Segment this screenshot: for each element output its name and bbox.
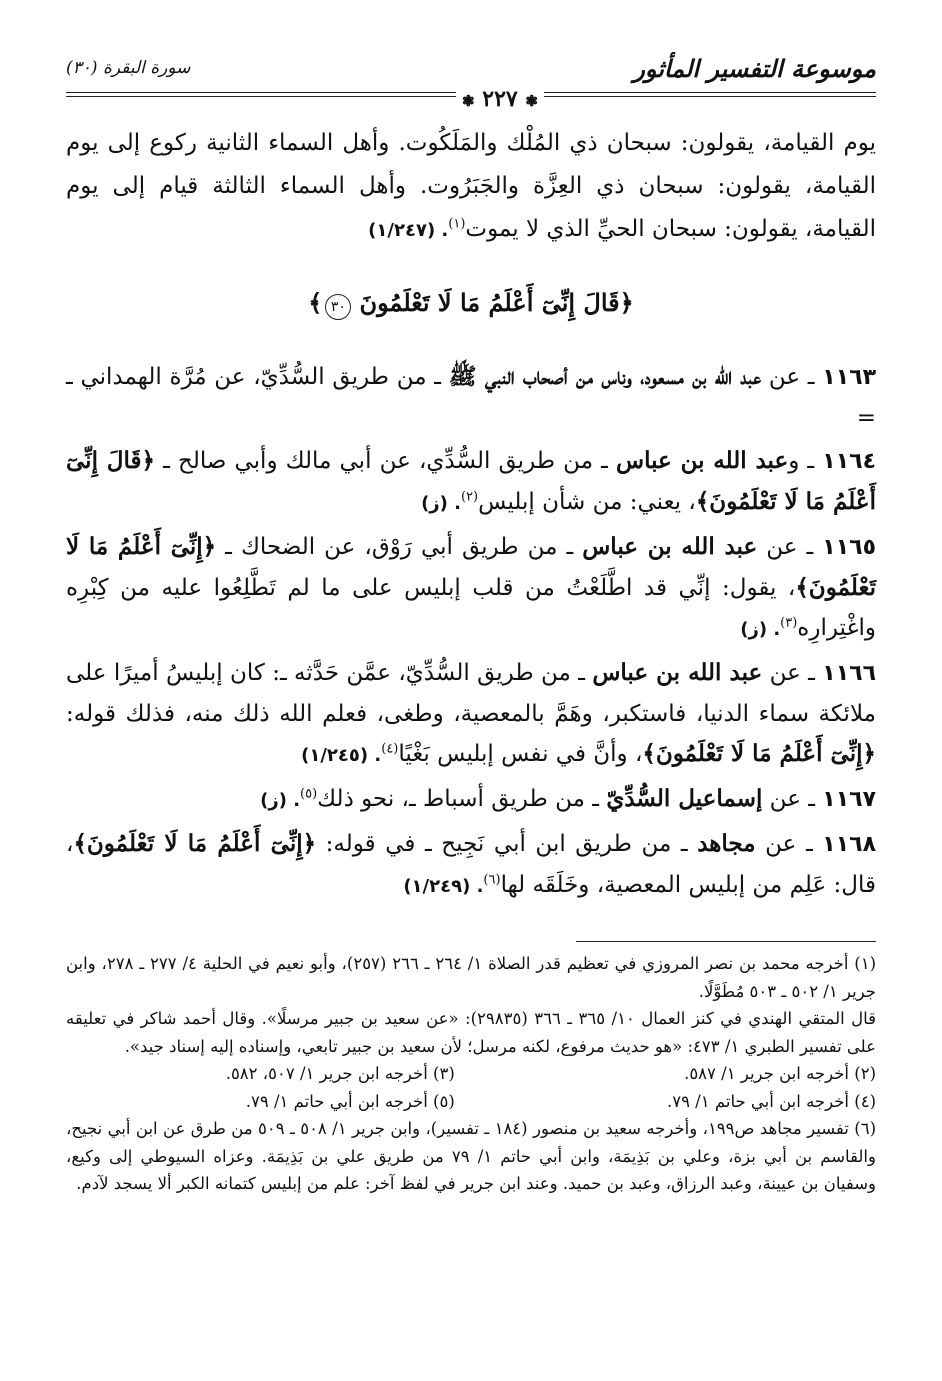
footnote-marker: (٥) [300,786,318,802]
page-number-block [456,86,544,112]
surah-reference: سورة البقرة (٣٠) [66,58,191,78]
narrator-name: عبد الله بن عباس [616,447,789,474]
volume-reference: . (١/٢٤٥) [301,745,382,766]
narration-prefix: ـ عن [757,534,823,560]
narration-item [66,653,876,776]
narration-text: ـ من طريق السُّدِّيّ، عمَّن حَدَّثه ـ: كان إبليسُ أميرًا على ملائكة سماء الدنيا، فاستكبر، وهَمَّ بالمعصية، وطغى، فعلم الله ذلك منه، فذلك قوله: [66,660,876,727]
running-header [66,52,876,112]
footnote-row [66,1088,876,1116]
narration-number: ١١٦٨ [822,832,876,857]
narration-prefix: ـ عن [755,831,823,857]
narration-text-cont: ، يقول: إنِّي قد اطَّلَعْتُ من قلب إبليس على ما لم تَطَّلِعُوا عليه من كِبْرِه واغْتِرارِه [66,575,876,641]
narrator-name: عبد الله بن عباس [582,533,758,560]
narrator-name: عبد الله بن عباس [592,659,763,686]
narration-number: ١١٦٣ [822,365,876,390]
ornament-left-icon: ❃ [462,92,475,110]
volume-reference: . (١/٢٤٩) [403,876,484,897]
quran-quote: ﴿إِنِّىٓ أَعْلَمُ مَا لَا تَعْلَمُونَ﴾ [73,830,317,857]
narration-number: ١١٦٦ [822,661,877,686]
narrator-name: عبد الله بن مسعود، وناس من أصحاب النبي ﷺ [448,363,762,390]
narrator-name: إسماعيل السُّدِّيّ [606,785,763,812]
narration-prefix: ـ و [788,448,823,474]
book-title: موسوعة التفسير المأثور [633,54,876,83]
intro-paragraph [66,122,876,252]
narration-number: ١١٦٥ [822,535,876,560]
verse-heading [66,288,876,320]
narration-number: ١١٦٧ [822,787,876,812]
narration-text: ـ من طريق ابن أبي نَجِيح ـ في قوله: [316,831,698,857]
verse-close-brace: ﴾ [308,288,323,317]
narration-item [66,779,876,821]
narration-text: ـ من طريق السُّدِّيّ، عن مُرَّة الهمداني ـ = [66,364,876,431]
intro-text: يوم القيامة، يقولون: سبحان ذي المُلْك والمَلَكُوت. وأهل السماء الثانية ركوع إلى يوم القيامة، يقولون: سبحان ذي العِزَّة والجَبَرُوت. وأهل السماء الثالثة قيام إلى يوم القيامة، يقولون: سبحان الحيِّ الذي لا يموت [66,130,876,242]
quran-quote: ﴿قَالَ إِنِّىٓ أَعْلَمُ مَا لَا تَعْلَمُونَ﴾ [66,447,876,515]
narration-text-cont: ، قال: عَلِم من إبليس المعصية، وخَلَقَه لها [66,831,876,898]
footnote-marker: (٤) [381,741,399,757]
ornament-right-icon: ❃ [525,92,538,110]
quran-quote: ﴿إِنِّىٓ أَعْلَمُ مَا لَا تَعْلَمُونَ﴾ [642,740,876,767]
narration-text: ـ من طريق السُّدِّي، عن أبي مالك وأبي صالح ـ [154,448,616,474]
narration-prefix: ـ عن [761,364,823,390]
narration-prefix: ـ عن [762,660,823,686]
page-number: ٢٢٧ [482,86,518,112]
footnote-1: (١) أخرجه محمد بن نصر المروزي في تعظيم قدر الصلاة ١/ ٢٦٤ ـ ٢٦٦ (٢٥٧)، وأبو نعيم في الحلية ٤/ ٢٧٧ ـ ٢٧٨، وابن جرير ١/ ٥٠٢ ـ ٥٠٣ مُطَوَّلًا. [66,954,877,1001]
narration-text: ـ من طريق أسباط ـ، نحو ذلك [317,786,607,812]
footnote-separator [576,941,876,942]
narration-text-cont: ، يعني: من شأن إبليس [478,489,696,515]
narration-text-cont: ، وأنَّ في نفس إبليس بَغْيًا [398,741,643,767]
footnote-marker: (٢) [460,489,479,505]
footnote-marker: (٦) [483,872,501,888]
narration-prefix: ـ عن [762,786,823,812]
narrator-name: مجاهد [697,830,756,857]
narration-item [66,824,876,907]
narration-item [66,441,876,524]
footnote-4: (٤) أخرجه ابن أبي حاتم ١/ ٧٩. [666,1091,876,1111]
ayah-number: ٣٠ [325,294,351,320]
volume-reference: . (ز) [421,493,461,514]
footnote-3: (٣) أخرجه ابن جرير ١/ ٥٠٧، ٥٨٢. [225,1064,455,1083]
narration-item [66,357,876,438]
volume-reference: . (١/٢٤٧) [368,220,449,241]
footnote-marker: (١) [448,216,466,232]
narrations-list [66,357,876,910]
volume-reference: . (ز) [260,790,301,811]
footnotes-section [66,950,876,1198]
footnote-marker: (٣) [780,615,798,631]
volume-reference: . (ز) [740,619,781,640]
narration-item [66,527,876,650]
quran-quote: ﴿إِنِّىٓ أَعْلَمُ مَا لَا تَعْلَمُونَ﴾ [66,533,876,601]
footnote-5: (٥) أخرجه ابن أبي حاتم ١/ ٧٩. [245,1091,455,1111]
footnote-row [66,1060,876,1088]
footnote-2: (٢) أخرجه ابن جرير ١/ ٥٨٧. [684,1064,876,1083]
verse-open-brace: ﴿ [619,288,634,317]
footnote-6: (٦) تفسير مجاهد ص١٩٩، وأخرجه سعيد بن منصور (١٨٤ ـ تفسير)، وابن جرير ١/ ٥٠٨ ـ ٥٠٩ من طرق عن ابن أبي نجيح، والقاسم بن أبي بزة، وعلي بن بَذِيمَة، وابن أبي حاتم ١/ ٧٩ من طريق علي بن بَذِيمَة. وعزاه السيوطي إلى وكيع، وسفيان بن عيينة، وعبد الرزاق، وعبد بن حميد. وعند ابن جرير في لفظ آخر: علم من إبليس كتمانه الكبر ألا يسجد لآدم. [66,1119,876,1193]
narration-text: ـ من طريق أبي رَوْق، عن الضحاك ـ [216,534,583,560]
footnote-1-commentary: قال المتقي الهندي في كنز العمال ١٠/ ٣٦٥ ـ ٣٦٦ (٢٩٨٣٥): «عن سعيد بن جبير مرسلًا». وقال أحمد شاكر في تعليقه على تفسير الطبري ١/ ٤٧٣: «هو حديث مرفوع، لكنه مرسل؛ لأن سعيد بن جبير تابعي، وإسناده إليه إسناد جيد». [66,1009,877,1056]
narration-number: ١١٦٤ [822,449,877,474]
verse-text: قَالَ إِنِّىٓ أَعْلَمُ مَا لَا تَعْلَمُونَ [359,288,620,317]
